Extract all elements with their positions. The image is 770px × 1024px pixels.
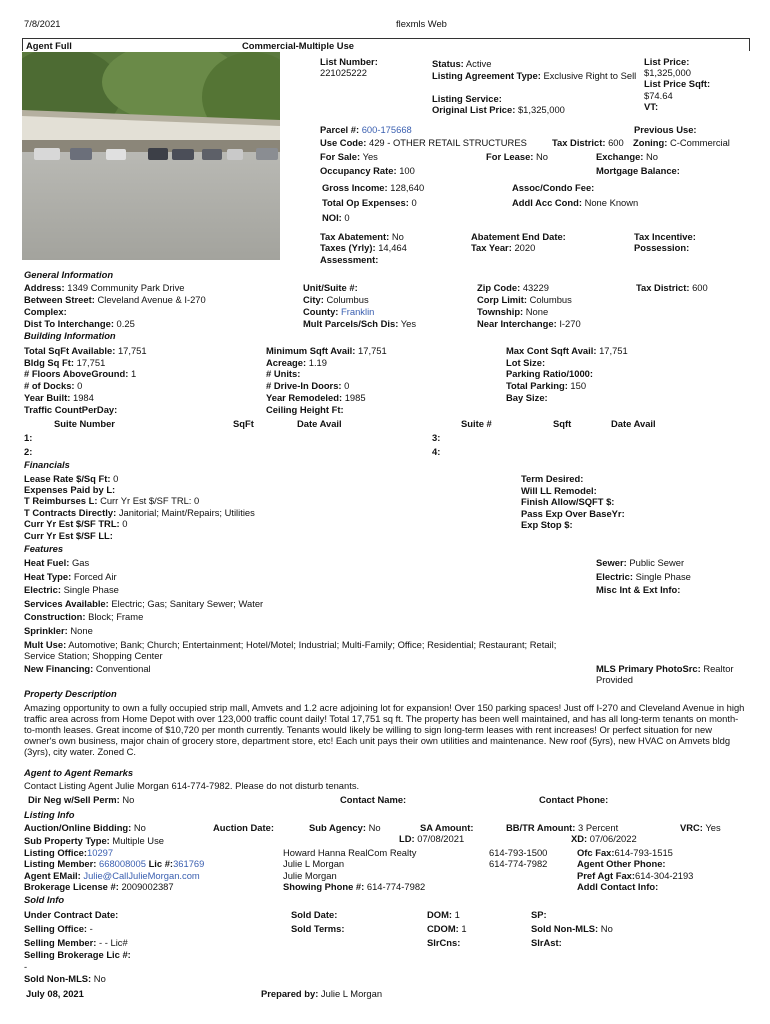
between-street-field: Between Street: Cleveland Avenue & I-270 (24, 294, 206, 305)
ll-remodel-label: Will LL Remodel: (521, 485, 597, 496)
suite-row-1: 1: (24, 432, 33, 443)
heat-fuel-field: Heat Fuel: Gas (24, 557, 90, 568)
contact-name-label: Contact Name: (340, 794, 407, 805)
bldg-sqft-field: Bldg Sq Ft: 17,751 (24, 357, 106, 368)
for-lease-field: For Lease: No (486, 151, 549, 162)
township-field: Township: None (477, 306, 549, 317)
list-price-label: List Price: (644, 56, 690, 67)
building-info-heading: Building Information (24, 330, 116, 341)
listing-member-link[interactable]: 668008005 (99, 858, 146, 869)
sqft2-col-header: Sqft (553, 418, 572, 429)
total-parking-field: Total Parking: 150 (506, 380, 587, 391)
brokerage-license-field: Brokerage License #: 2009002387 (24, 881, 174, 892)
lease-rate-field: Lease Rate $/Sq Ft: 0 (24, 473, 119, 484)
ceiling-height-label: Ceiling Height Ft: (266, 404, 344, 415)
tax-abatement-field: Tax Abatement: No (320, 231, 404, 242)
floors-field: # Floors AboveGround: 1 (24, 368, 137, 379)
general-info-heading: General Information (24, 269, 114, 280)
suite2-col-header: Suite # (461, 418, 492, 429)
features-heading: Features (24, 543, 64, 554)
auction-date-label: Auction Date: (213, 822, 274, 833)
sp-label: SP: (531, 909, 547, 920)
xd-field: XD: 07/06/2022 (571, 833, 637, 844)
county-field: County: Franklin (303, 306, 375, 317)
new-financing-field: New Financing: Conventional (24, 663, 151, 674)
photo-src-field: MLS Primary PhotoSrc: Realtor Provided (596, 663, 734, 685)
vt-label: VT: (644, 101, 659, 112)
construction-field: Construction: Block; Frame (24, 611, 144, 622)
listing-service-label: Listing Service: (432, 93, 502, 104)
date-col-header: Date Avail (297, 418, 342, 429)
sqft-col-header: SqFt (233, 418, 254, 429)
date2-col-header: Date Avail (611, 418, 656, 429)
remarks-heading: Agent to Agent Remarks (24, 767, 134, 778)
sub-property-type-field: Sub Property Type: Multiple Use (24, 835, 164, 846)
addl-contact-label: Addl Contact Info: (577, 881, 659, 892)
zip-field: Zip Code: 43229 (477, 282, 549, 293)
year-built-field: Year Built: 1984 (24, 392, 94, 403)
use-code-field: Use Code: 429 - OTHER RETAIL STRUCTURES (320, 137, 527, 148)
t-contracts-field: T Contracts Directly: Janitorial; Maint/Repairs; Utilities (24, 507, 255, 518)
status-field: Status: Active (432, 58, 492, 69)
assessment-label: Assessment: (320, 254, 379, 265)
occupancy-field: Occupancy Rate: 100 (320, 165, 415, 176)
sub-agency-field: Sub Agency: No (309, 822, 381, 833)
cdom-field: CDOM: 1 (427, 923, 467, 934)
addl-acc-field: Addl Acc Cond: None Known (512, 197, 639, 208)
description-heading: Property Description (24, 688, 117, 699)
tax-incentive-label: Tax Incentive: (634, 231, 696, 242)
suite-col-header: Suite Number (54, 418, 115, 429)
listing-info-heading: Listing Info (24, 809, 75, 820)
office-phone: 614-793-1500 (489, 847, 548, 858)
heat-type-field: Heat Type: Forced Air (24, 571, 117, 582)
unit-label: Unit/Suite #: (303, 282, 358, 293)
list-number-label: List Number: (320, 56, 378, 67)
suite-row-3: 3: (432, 432, 441, 443)
office-name: Howard Hanna RealCom Realty (283, 847, 417, 858)
t-reimburses-field: T Reimburses L: Curr Yr Est $/SF TRL: 0 (24, 495, 200, 506)
exp-stop-label: Exp Stop $: (521, 519, 573, 530)
services-field: Services Available: Electric; Gas; Sanitary Sewer; Water (24, 598, 264, 609)
sold-date-label: Sold Date: (291, 909, 338, 920)
member-name: Julie L Morgan (283, 858, 345, 869)
report-header-bar (22, 38, 750, 51)
listing-office-link[interactable]: 10297 (87, 847, 114, 858)
ld-field: LD: 07/08/2021 (399, 833, 465, 844)
complex-label: Complex: (24, 306, 67, 317)
listing-office-field: Listing Office:10297 (24, 847, 114, 858)
address-field: Address: 1349 Community Park Drive (24, 282, 185, 293)
max-sqft-field: Max Cont Sqft Avail: 17,751 (506, 345, 628, 356)
member-phone: 614-774-7982 (489, 858, 548, 869)
min-sqft-field: Minimum Sqft Avail: 17,751 (266, 345, 387, 356)
mortgage-label: Mortgage Balance: (596, 165, 680, 176)
bay-size-label: Bay Size: (506, 392, 548, 403)
pref-fax-field: Pref Agt Fax:614-304-2193 (577, 870, 694, 881)
list-price-sqft-label: List Price Sqft: (644, 78, 711, 89)
license-link[interactable]: 361769 (173, 858, 205, 869)
expenses-paid-label: Expenses Paid by L: (24, 484, 116, 495)
corp-limit-field: Corp Limit: Columbus (477, 294, 572, 305)
docks-field: # of Docks: 0 (24, 380, 83, 391)
finish-allow-label: Finish Allow/SQFT $: (521, 496, 615, 507)
prepared-by-field: Prepared by: Julie L Morgan (261, 988, 383, 999)
dom-field: DOM: 1 (427, 909, 460, 920)
under-contract-label: Under Contract Date: (24, 909, 119, 920)
abatement-end-label: Abatement End Date: (471, 231, 566, 242)
office-fax-field: Ofc Fax:614-793-1515 (577, 847, 673, 858)
mult-use-field: Mult Use: Automotive; Bank; Church; Entertainment; Hotel/Motel; Industrial; Multi-Family; Office; Residential; Restaurant; Retail; Service Station; Shopping Center (24, 639, 557, 661)
agent-name: Julie Morgan (283, 870, 337, 881)
selling-brokerage-value: - (24, 961, 28, 972)
sprinkler-field: Sprinkler: None (24, 625, 93, 636)
possession-label: Possession: (634, 242, 690, 253)
curr-trl-field: Curr Yr Est $/SF TRL: 0 (24, 518, 128, 529)
tax-district-field: Tax District: 600 (552, 137, 624, 148)
dist-interchange-field: Dist To Interchange: 0.25 (24, 318, 135, 329)
slrast-label: SlrAst: (531, 937, 562, 948)
property-type: Commercial-Multiple Use (242, 40, 355, 51)
selling-brokerage-label: Selling Brokerage Lic #: (24, 949, 131, 960)
agent-email-field: Agent EMail: Julie@CallJulieMorgan.com (24, 870, 200, 881)
gross-income-field: Gross Income: 128,640 (322, 182, 425, 193)
sold-non-mls-2-field: Sold Non-MLS: No (24, 973, 106, 984)
suite-row-2: 2: (24, 446, 33, 457)
print-date: 7/8/2021 (24, 18, 61, 29)
agreement-field: Listing Agreement Type: Exclusive Right to Sell (432, 70, 637, 81)
sold-info-heading: Sold Info (24, 894, 65, 905)
previous-use-label: Previous Use: (634, 124, 697, 135)
property-photo (22, 52, 280, 260)
parking-ratio-label: Parking Ratio/1000: (506, 368, 594, 379)
sold-terms-label: Sold Terms: (291, 923, 345, 934)
auction-field: Auction/Online Bidding: No (24, 822, 146, 833)
sa-amount-label: SA Amount: (420, 822, 474, 833)
list-price-sqft: $74.64 (644, 90, 673, 101)
traffic-count-label: Traffic CountPerDay: (24, 404, 118, 415)
agent-email-link[interactable]: Julie@CallJulieMorgan.com (83, 870, 200, 881)
city-field: City: Columbus (303, 294, 369, 305)
tax-year-field: Tax Year: 2020 (471, 242, 536, 253)
footer-date: July 08, 2021 (26, 988, 84, 999)
contact-phone-label: Contact Phone: (539, 794, 609, 805)
listing-member-field: Listing Member: 668008005 Lic #:361769 (24, 858, 205, 869)
curr-ll-label: Curr Yr Est $/SF LL: (24, 530, 113, 541)
zoning-field: Zoning: C-Commercial (633, 137, 730, 148)
showing-phone-field: Showing Phone #: 614-774-7982 (283, 881, 426, 892)
agent-remarks: Contact Listing Agent Julie Morgan 614-774-7982. Please do not disturb tenants. (24, 780, 360, 791)
near-interchange-field: Near Interchange: I-270 (477, 318, 581, 329)
misc-info-label: Misc Int & Ext Info: (596, 584, 681, 595)
suite-row-4: 4: (432, 446, 441, 457)
for-sale-field: For Sale: Yes (320, 151, 378, 162)
mult-parcels-field: Mult Parcels/Sch Dis: Yes (303, 318, 417, 329)
term-desired-label: Term Desired: (521, 473, 584, 484)
financials-heading: Financials (24, 459, 70, 470)
assoc-fee-label: Assoc/Condo Fee: (512, 182, 595, 193)
noi-field: NOI: 0 (322, 212, 350, 223)
list-price: $1,325,000 (644, 67, 691, 78)
property-description: Amazing opportunity to own a fully occupied strip mall, Amvets and 1.2 acre adjoining lot for expansion! Over 150 parking spaces! Just off I-270 and Cleveland Avenue in high traffic area across from Home Depot with over 123,000 traffic count daily! Total 17,751 sq ft. The property has been well maintained, and has all long-term tenants on month-to-month leases. Great income of $10,720 per month currently. Tenants would likely be willing to sign long-term leases with rent increases! Or perfect situation for new owner's own business, major chain of grocery store, department store, etc! Each unit pays their own utilities and maintenance. New roof (5yrs), new HVAC on Amvets bldg (3yrs), city water. Zoned C. (24, 702, 745, 757)
selling-office-field: Selling Office: - (24, 923, 93, 934)
sewer-field: Sewer: Public Sewer (596, 557, 685, 568)
exchange-field: Exchange: No (596, 151, 659, 162)
dir-neg-field: Dir Neg w/Sell Perm: No (28, 794, 135, 805)
report-title: Agent Full (26, 40, 72, 51)
acreage-field: Acreage: 1.19 (266, 357, 327, 368)
slrcns-label: SlrCns: (427, 937, 461, 948)
total-sqft-field: Total SqFt Available: 17,751 (24, 345, 147, 356)
sold-non-mls-field: Sold Non-MLS: No (531, 923, 613, 934)
opex-field: Total Op Expenses: 0 (322, 197, 417, 208)
site-name: flexmls Web (396, 18, 447, 29)
taxes-field: Taxes (Yrly): 14,464 (320, 242, 407, 253)
lot-size-label: Lot Size: (506, 357, 546, 368)
electric-field: Electric: Single Phase (24, 584, 119, 595)
gen-tax-district-field: Tax District: 600 (636, 282, 708, 293)
drive-in-field: # Drive-In Doors: 0 (266, 380, 350, 391)
parcel-field: Parcel #: 600-175668 (320, 124, 412, 135)
county-link[interactable]: Franklin (341, 306, 375, 317)
units-label: # Units: (266, 368, 301, 379)
year-remodeled-field: Year Remodeled: 1985 (266, 392, 366, 403)
parcel-link[interactable]: 600-175668 (361, 124, 412, 135)
bbtr-amount-field: BB/TR Amount: 3 Percent (506, 822, 619, 833)
vrc-field: VRC: Yes (680, 822, 721, 833)
list-number: 221025222 (320, 67, 367, 78)
selling-member-field: Selling Member: - - Lic# (24, 937, 128, 948)
electric-right-field: Electric: Single Phase (596, 571, 691, 582)
original-price-field: Original List Price: $1,325,000 (432, 104, 565, 115)
agent-other-phone-label: Agent Other Phone: (577, 858, 666, 869)
pass-exp-label: Pass Exp Over BaseYr: (521, 508, 625, 519)
